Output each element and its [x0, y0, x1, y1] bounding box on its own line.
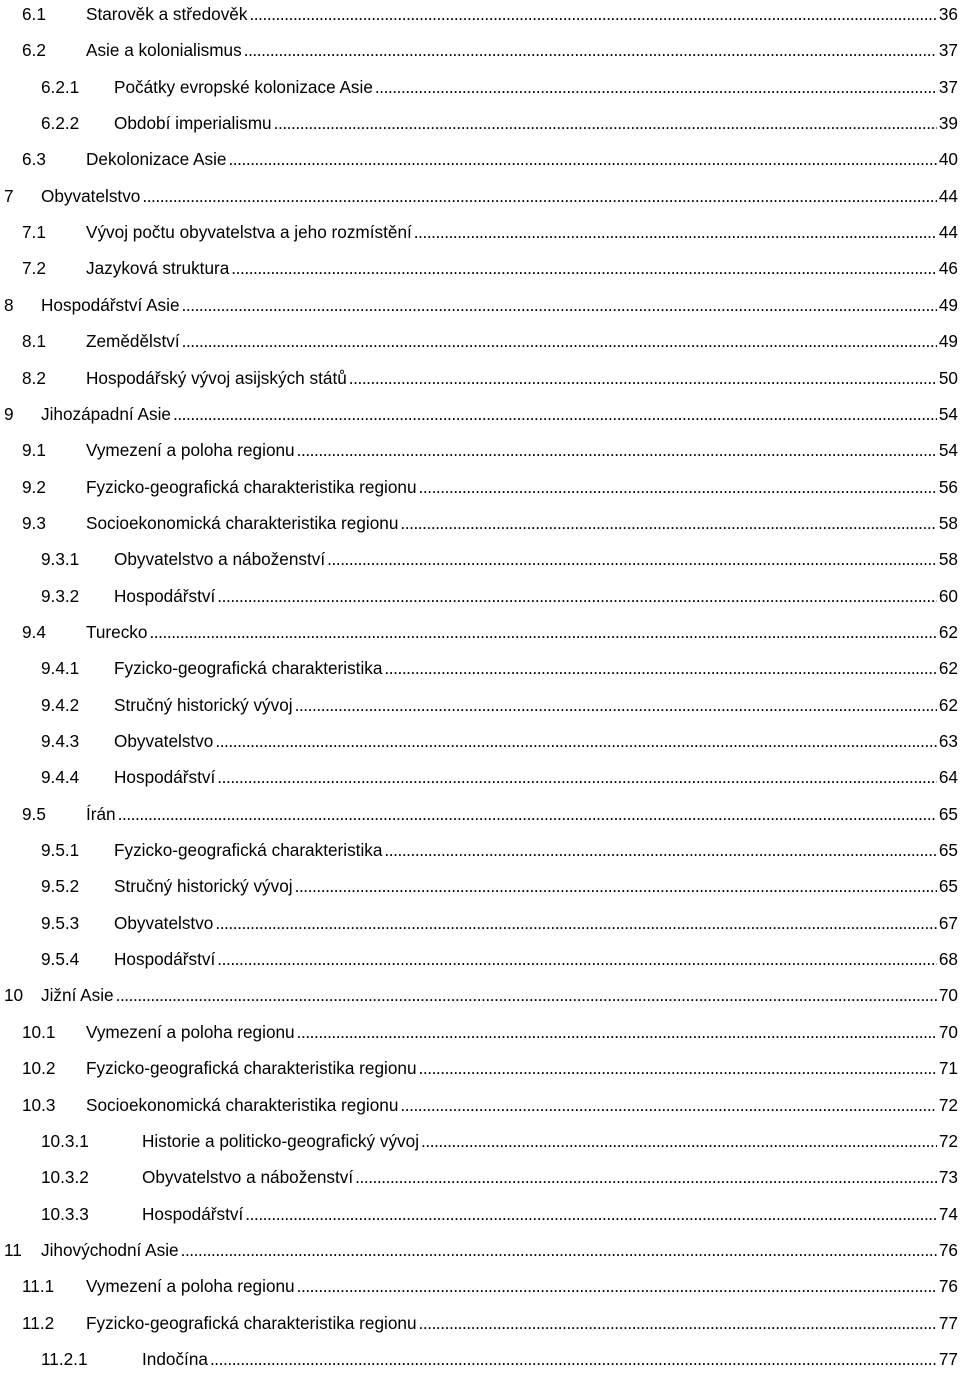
toc-entry-number: 6.3 [22, 149, 46, 170]
toc-entry[interactable] [0, 872, 960, 900]
toc-entry[interactable] [0, 509, 960, 537]
toc-entry-line [86, 364, 960, 392]
toc-entry-line [41, 981, 960, 1009]
toc-entry-line [114, 73, 960, 101]
toc-entry-title: Obyvatelstvo [41, 185, 141, 206]
toc-entry[interactable] [0, 400, 960, 428]
toc-entry-page-number: 65 [938, 803, 958, 824]
toc-entry[interactable] [0, 981, 960, 1009]
toc-entry-number: 10.3 [22, 1094, 56, 1115]
toc-dot-leader [182, 291, 937, 319]
toc-entry[interactable] [0, 618, 960, 646]
toc-entry-page-number: 56 [938, 476, 958, 497]
toc-entry-page-number: 68 [938, 949, 958, 970]
toc-entry-page-number: 77 [938, 1312, 958, 1333]
toc-entry-number: 10.3.1 [41, 1130, 89, 1151]
toc-dot-leader [181, 1236, 937, 1264]
toc-dot-leader [249, 0, 936, 28]
toc-entry-number: 9.4.4 [41, 767, 80, 788]
toc-entry-line [114, 545, 960, 573]
toc-entry-number: 11.2.1 [41, 1348, 88, 1369]
toc-entry-number: 9.5.1 [41, 840, 80, 861]
toc-entry-page-number: 40 [938, 149, 958, 170]
toc-entry-line [114, 763, 960, 791]
toc-entry-number: 9.3 [22, 512, 46, 533]
toc-entry-number: 10.1 [22, 1021, 56, 1042]
toc-entry-page-number: 76 [938, 1276, 958, 1297]
toc-entry-title: Írán [86, 803, 116, 824]
toc-entry-title: Vymezení a poloha regionu [86, 1276, 295, 1297]
toc-entry-number: 10 [4, 985, 24, 1006]
toc-entry-page-number: 72 [938, 1130, 958, 1151]
toc-entry-title: Fyzicko-geografická charakteristika [114, 658, 383, 679]
toc-entry-number: 6.2.1 [41, 76, 80, 97]
toc-entry-line [86, 145, 960, 173]
toc-dot-leader [384, 836, 936, 864]
toc-entry-number: 9.3.1 [41, 549, 80, 570]
toc-entry-number: 9.5.3 [41, 912, 80, 933]
toc-entry-number: 7 [4, 185, 14, 206]
toc-entry-line [86, 36, 960, 64]
toc-dot-leader [217, 582, 937, 610]
toc-entry[interactable] [0, 1309, 960, 1337]
toc-entry-title: Fyzicko-geografická charakteristika regionu [86, 1058, 417, 1079]
toc-entry-page-number: 73 [938, 1167, 958, 1188]
toc-dot-leader [245, 1200, 937, 1228]
toc-dot-leader [414, 218, 937, 246]
toc-entry-number: 11.2 [22, 1312, 55, 1333]
toc-entry[interactable] [0, 1163, 960, 1191]
toc-entry-line [114, 909, 960, 937]
toc-entry-number: 9.1 [22, 440, 46, 461]
toc-entry[interactable] [0, 800, 960, 828]
toc-dot-leader [400, 1091, 936, 1119]
toc-dot-leader [375, 73, 937, 101]
toc-entry-line [41, 400, 960, 428]
toc-entry-page-number: 50 [938, 367, 958, 388]
toc-entry[interactable] [0, 654, 960, 682]
toc-entry-line [86, 327, 960, 355]
toc-entry-title: Fyzicko-geografická charakteristika regionu [86, 476, 417, 497]
toc-entry-title: Obyvatelstvo a náboženství [142, 1167, 354, 1188]
toc-entry-title: Obyvatelstvo [114, 731, 214, 751]
toc-entry-page-number: 58 [938, 512, 958, 533]
toc-entry[interactable] [0, 1236, 960, 1264]
toc-entry-title: Dekolonizace Asie [86, 149, 227, 170]
toc-entry-number: 9.4.3 [41, 731, 80, 751]
toc-entry-line [86, 800, 960, 828]
toc-entry-title: Jazyková struktura [86, 258, 230, 279]
toc-entry-title: Obyvatelstvo a náboženství [114, 549, 326, 570]
toc-entry-title: Vývoj počtu obyvatelstva a jeho rozmístění [86, 222, 412, 243]
toc-entry-line [114, 945, 960, 973]
toc-entry-page-number: 63 [938, 731, 958, 751]
toc-entry-page-number: 37 [938, 76, 958, 97]
toc-entry-line [86, 473, 960, 501]
toc-entry-title: Stručný historický vývoj [114, 694, 293, 715]
toc-entry-page-number: 77 [938, 1348, 958, 1369]
toc-entry-title: Vymezení a poloha regionu [86, 1021, 295, 1042]
toc-dot-leader [217, 945, 937, 973]
toc-entry-number: 9.5 [22, 803, 46, 824]
toc-dot-leader [231, 254, 937, 282]
toc-entry-line [86, 1309, 960, 1337]
toc-dot-leader [295, 691, 937, 719]
toc-entry[interactable] [0, 1054, 960, 1082]
toc-dot-leader [182, 327, 937, 355]
toc-entry-number: 8 [4, 294, 14, 315]
toc-dot-leader [349, 364, 937, 392]
toc-entry-page-number: 36 [938, 4, 958, 24]
toc-entry[interactable] [0, 109, 960, 137]
toc-entry[interactable] [0, 473, 960, 501]
toc-entry-number: 11.1 [22, 1276, 55, 1297]
toc-entry[interactable] [0, 945, 960, 973]
toc-entry-page-number: 60 [938, 585, 958, 606]
toc-entry[interactable] [0, 545, 960, 573]
toc-entry[interactable] [0, 763, 960, 791]
toc-entry-number: 9.4.1 [41, 658, 80, 679]
toc-entry-line [114, 727, 960, 755]
toc-entry[interactable] [0, 1127, 960, 1155]
toc-dot-leader [327, 545, 937, 573]
toc-entry-title: Fyzicko-geografická charakteristika [114, 840, 383, 861]
toc-dot-leader [297, 1018, 937, 1046]
toc-entry[interactable] [0, 582, 960, 610]
toc-entry[interactable] [0, 0, 960, 28]
toc-entry-title: Turecko [86, 621, 148, 642]
toc-entry-page-number: 76 [938, 1239, 958, 1260]
toc-dot-leader [173, 400, 937, 428]
toc-dot-leader [419, 473, 937, 501]
toc-entry[interactable] [0, 145, 960, 173]
toc-entry-number: 8.2 [22, 367, 46, 388]
toc-entry-number: 10.2 [22, 1058, 56, 1079]
toc-dot-leader [419, 1054, 937, 1082]
toc-entry-page-number: 49 [938, 294, 958, 315]
toc-entry-number: 6.2 [22, 40, 46, 61]
toc-entry-number: 7.1 [22, 222, 46, 243]
toc-entry-number: 6.2.2 [41, 113, 80, 134]
toc-entry-title: Hospodářství [114, 585, 216, 606]
toc-dot-leader [116, 981, 937, 1009]
toc-entry-line [114, 109, 960, 137]
toc-entry-number: 9.4 [22, 621, 46, 642]
toc-entry-title: Obyvatelstvo [114, 912, 214, 933]
toc-entry-line [41, 182, 960, 210]
toc-entry-line [86, 1272, 960, 1300]
toc-entry[interactable] [0, 254, 960, 282]
toc-dot-leader [297, 436, 937, 464]
toc-entry-page-number: 65 [938, 840, 958, 861]
toc-entry[interactable] [0, 1091, 960, 1119]
toc-dot-leader [297, 1272, 937, 1300]
toc-entry[interactable] [0, 1345, 960, 1373]
toc-entry-line [142, 1345, 960, 1373]
toc-entry-page-number: 70 [938, 1021, 958, 1042]
toc-dot-leader [210, 1345, 937, 1373]
toc-entry-title: Hospodářství [142, 1203, 244, 1224]
toc-entry[interactable] [0, 691, 960, 719]
toc-dot-leader [400, 509, 936, 537]
toc-entry-page-number: 39 [938, 113, 958, 134]
toc-entry-title: Období imperialismu [114, 113, 272, 134]
toc-dot-leader [419, 1309, 937, 1337]
toc-entry-title: Historie a politicko-geografický vývoj [142, 1130, 420, 1151]
toc-entry[interactable] [0, 73, 960, 101]
toc-entry-page-number: 37 [938, 40, 958, 61]
toc-entry-title: Hospodářství [114, 949, 216, 970]
toc-entry-page-number: 44 [938, 185, 958, 206]
toc-dot-leader [421, 1127, 937, 1155]
toc-entry-title: Hospodářství Asie [41, 294, 180, 315]
toc-entry-number: 6.1 [22, 4, 46, 24]
toc-entry[interactable] [0, 727, 960, 755]
toc-entry-line [41, 291, 960, 319]
toc-entry[interactable] [0, 436, 960, 464]
toc-entry-page-number: 62 [938, 621, 958, 642]
toc-entry-line [114, 836, 960, 864]
toc-entry-line [41, 1236, 960, 1264]
toc-dot-leader [355, 1163, 937, 1191]
toc-entry[interactable] [0, 36, 960, 64]
toc-entry-number: 9.5.4 [41, 949, 80, 970]
toc-entry-title: Zemědělství [86, 331, 180, 352]
toc-dot-leader [215, 909, 937, 937]
toc-entry-title: Stručný historický vývoj [114, 876, 293, 897]
toc-entry-page-number: 54 [938, 440, 958, 461]
toc-entry-number: 9.4.2 [41, 694, 80, 715]
toc-entry[interactable] [0, 327, 960, 355]
toc-entry-page-number: 65 [938, 876, 958, 897]
toc-entry-number: 10.3.2 [41, 1167, 89, 1188]
toc-entry-number: 8.1 [22, 331, 46, 352]
toc-entry-line [86, 1018, 960, 1046]
toc-dot-leader [228, 145, 936, 173]
toc-entry-title: Jihozápadní Asie [41, 403, 171, 424]
toc-entry[interactable] [0, 1200, 960, 1228]
toc-dot-leader [244, 36, 937, 64]
toc-entry-line [86, 509, 960, 537]
toc-entry-line [86, 0, 960, 28]
toc-entry[interactable] [0, 182, 960, 210]
toc-entry[interactable] [0, 291, 960, 319]
toc-dot-leader [295, 872, 937, 900]
toc-entry-line [142, 1127, 960, 1155]
toc-entry-line [114, 691, 960, 719]
toc-entry-number: 9 [4, 403, 14, 424]
toc-entry-title: Asie a kolonialismus [86, 40, 242, 61]
toc-entry-title: Hospodářský vývoj asijských států [86, 367, 347, 388]
toc-entry-number: 9.5.2 [41, 876, 80, 897]
toc-entry-line [114, 872, 960, 900]
toc-dot-leader [274, 109, 937, 137]
toc-dot-leader [118, 800, 937, 828]
toc-entry-page-number: 70 [938, 985, 958, 1006]
toc-entry[interactable] [0, 1272, 960, 1300]
toc-dot-leader [215, 727, 937, 755]
toc-entry-title: Starověk a středověk [86, 4, 248, 24]
toc-entry-page-number: 71 [938, 1058, 958, 1079]
toc-entry-line [142, 1163, 960, 1191]
toc-entry-number: 9.2 [22, 476, 46, 497]
toc-dot-leader [384, 654, 936, 682]
toc-entry-page-number: 74 [938, 1203, 958, 1224]
toc-entry-line [114, 582, 960, 610]
toc-dot-leader [142, 182, 937, 210]
toc-entry-page-number: 62 [938, 658, 958, 679]
toc-entry-title: Fyzicko-geografická charakteristika regionu [86, 1312, 417, 1333]
toc-entry-title: Hospodářství [114, 767, 216, 788]
toc-entry[interactable] [0, 1018, 960, 1046]
toc-entry-number: 10.3.3 [41, 1203, 89, 1224]
toc-entry-line [86, 1054, 960, 1082]
toc-entry-number: 11 [4, 1239, 22, 1260]
toc-entry-line [86, 436, 960, 464]
toc-entry-page-number: 49 [938, 331, 958, 352]
toc-entry-title: Indočína [142, 1348, 208, 1369]
toc-entry-title: Socioekonomická charakteristika regionu [86, 1094, 399, 1115]
toc-entry-page-number: 46 [938, 258, 958, 279]
toc-entry-page-number: 58 [938, 549, 958, 570]
toc-entry[interactable] [0, 364, 960, 392]
toc-dot-leader [149, 618, 936, 646]
toc-entry-line [114, 654, 960, 682]
toc-entry[interactable] [0, 218, 960, 246]
toc-entry-line [86, 1091, 960, 1119]
toc-dot-leader [217, 763, 937, 791]
toc-entry[interactable] [0, 909, 960, 937]
toc-entry-line [86, 218, 960, 246]
toc-entry-line [142, 1200, 960, 1228]
toc-entry-page-number: 72 [938, 1094, 958, 1115]
toc-entry-page-number: 64 [938, 767, 958, 788]
toc-entry-line [86, 618, 960, 646]
toc-entry-title: Jihovýchodní Asie [41, 1239, 179, 1260]
toc-entry-number: 7.2 [22, 258, 46, 279]
toc-entry[interactable] [0, 836, 960, 864]
toc-entry-page-number: 44 [938, 222, 958, 243]
toc-entry-title: Socioekonomická charakteristika regionu [86, 512, 399, 533]
toc-entry-title: Jižní Asie [41, 985, 114, 1006]
toc-entry-line [86, 254, 960, 282]
toc-entry-page-number: 67 [938, 912, 958, 933]
toc-entry-number: 9.3.2 [41, 585, 80, 606]
toc-entry-title: Vymezení a poloha regionu [86, 440, 295, 461]
toc-entry-page-number: 54 [938, 403, 958, 424]
toc-entry-title: Počátky evropské kolonizace Asie [114, 76, 373, 97]
toc-entry-page-number: 62 [938, 694, 958, 715]
